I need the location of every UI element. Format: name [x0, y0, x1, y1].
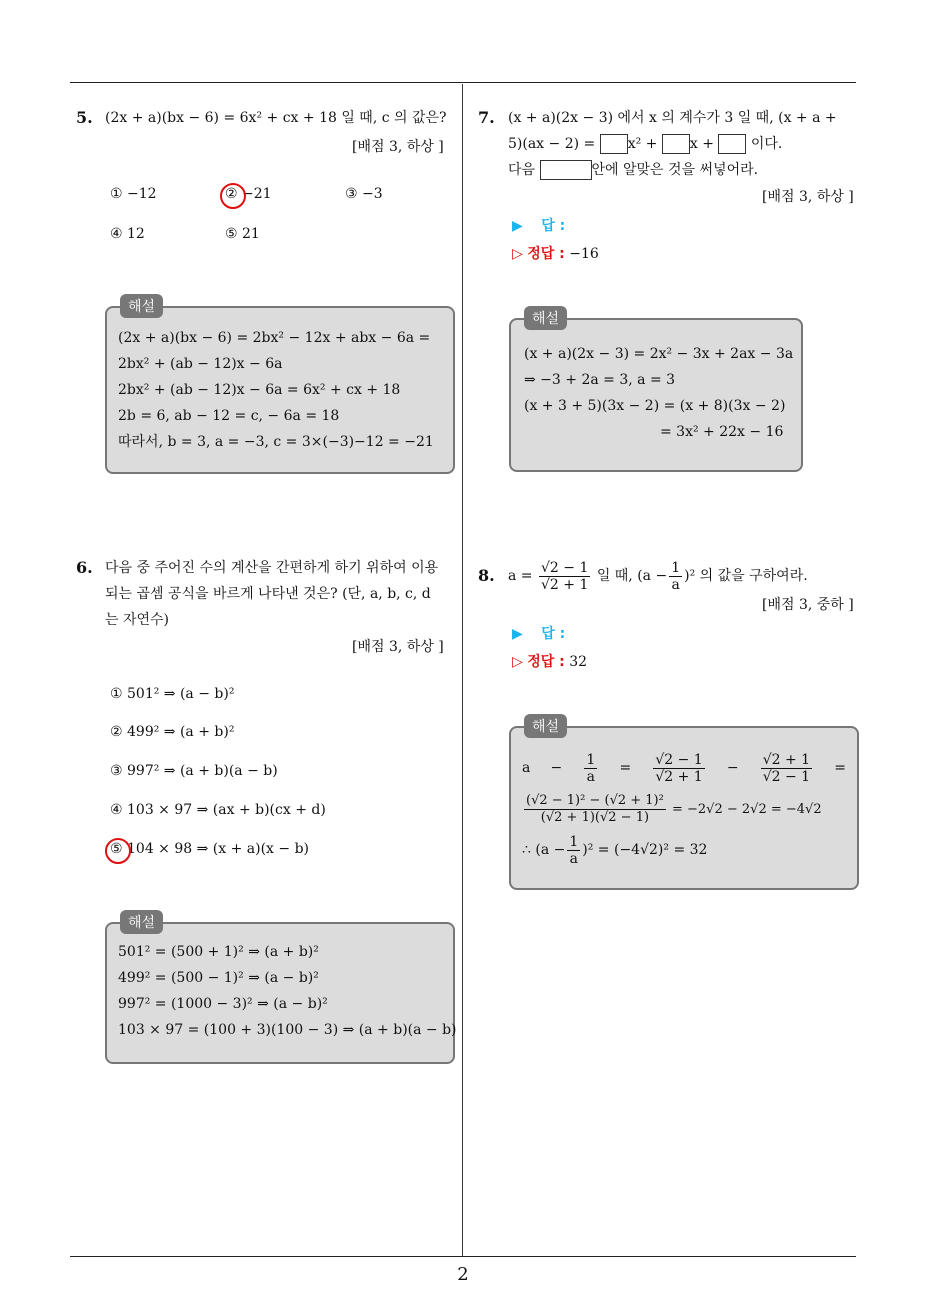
q5-meta: [배점 3, 하상 ] — [352, 139, 444, 155]
q6-number: 6. — [76, 558, 93, 577]
q7-explain-line: ⇒ −3 + 2a = 3, a = 3 — [524, 372, 676, 388]
q6-explain-line: 997² = (1000 − 3)² ⇒ (a − b)² — [118, 996, 328, 1012]
q5-explanation-tag: 해설 — [120, 294, 163, 318]
q6-explain-line: 501² = (500 + 1)² ⇒ (a + b)² — [118, 944, 319, 960]
q8-explain-fraction: $\frac{√2 - 1}{√2 + 1}$ — [655, 751, 703, 785]
q8-correct-value: 32 — [569, 654, 588, 670]
q8-stem-text: )² 의 값을 구하여라. — [684, 568, 808, 584]
q8-explain-term: − — [550, 760, 563, 776]
q7-stem-text: 다음 — [508, 162, 536, 178]
q7-stem-text: 5)(ax − 2) = — [508, 136, 596, 152]
q8-stem-fraction2: $\frac{1}{a}$ — [671, 559, 681, 593]
q8-explanation-tag: 해설 — [524, 714, 567, 738]
q7-stem-text: x² + — [627, 136, 658, 152]
q7-explain-line: = 3x² + 22x − 16 — [660, 424, 784, 440]
q6-explain-line: 103 × 97 = (100 + 3)(100 − 3) ⇒ (a + b)(a − b) — [118, 1022, 457, 1038]
q8-correct-label: 정답 : — [527, 654, 565, 670]
q5-answer-mark — [220, 183, 246, 209]
q8-meta: [배점 3, 중하 ] — [762, 597, 854, 613]
bottom-rule — [70, 1256, 856, 1257]
q6-choice-2[interactable]: ② 499² ⇒ (a + b)² — [110, 724, 235, 740]
q7-stem-text: 이다. — [750, 136, 783, 152]
q8-explain-term: − — [726, 760, 739, 776]
q7-correct-label: 정답 : — [527, 246, 565, 262]
q6-stem-line: 되는 곱셈 공식을 바르게 나타낸 것은? (단, a, b, c, d — [105, 586, 431, 602]
top-rule — [70, 82, 856, 83]
q5-stem: (2x + a)(bx − 6) = 6x² + cx + 18 일 때, c 의 값은? — [105, 110, 447, 126]
q7-blank-input[interactable] — [718, 134, 746, 154]
q8-explain-fraction: $\frac{√2 + 1}{√2 - 1}$ — [762, 751, 811, 785]
q6-stem-line: 는 자연수) — [105, 612, 170, 628]
q6-choice-5[interactable]: ⑤ 104 × 98 ⇒ (x + a)(x − b) — [110, 841, 310, 857]
q5-choice-2[interactable]: ② −21 — [225, 186, 272, 202]
q7-correct-row — [512, 244, 599, 264]
triangle-outline-icon: ▷ — [512, 654, 523, 670]
q7-explain-line: (x + 3 + 5)(3x − 2) = (x + 8)(3x − 2) — [524, 398, 786, 414]
q6-meta: [배점 3, 하상 ] — [352, 639, 444, 655]
q7-explanation-box — [509, 318, 803, 472]
q7-blank-input[interactable] — [662, 134, 690, 154]
play-icon: ▶ — [512, 626, 523, 642]
play-icon: ▶ — [512, 218, 523, 234]
q8-explain-line1 — [522, 750, 846, 786]
q7-answer-label: 답 : — [541, 218, 566, 234]
q7-stem-line2 — [508, 134, 782, 154]
q7-blank-placeholder — [540, 160, 592, 180]
q7-number: 7. — [478, 108, 495, 127]
q8-explain-term: = — [619, 760, 632, 776]
q6-choice-3[interactable]: ③ 997² ⇒ (a + b)(a − b) — [110, 763, 278, 779]
q8-answer-label: 답 : — [541, 626, 566, 642]
q6-answer-mark — [105, 838, 131, 864]
q8-answer-row[interactable] — [512, 624, 565, 644]
q8-explain-fraction: $\frac{\text{(√2 − 1)² − (√2 + 1)²}}{(√2 + 1)(√2 - 1)}$ — [526, 793, 664, 825]
q8-explain-term: = −2√2 − 2√2 = −4√2 — [671, 802, 822, 817]
q8-explain-term: )² = (−4√2)² = 32 — [582, 842, 708, 858]
q8-explain-fraction: $\frac{1}{a}$ — [569, 833, 579, 867]
q8-explain-term: ∴ (a − — [522, 842, 566, 858]
q5-explain-line: 2bx² + (ab − 12)x − 6a — [118, 356, 283, 372]
q8-stem — [508, 556, 808, 596]
q7-stem-text: x + — [689, 136, 714, 152]
page-number: 2 — [457, 1264, 469, 1285]
q7-meta: [배점 3, 하상 ] — [762, 189, 854, 205]
q5-explain-line: 2b = 6, ab − 12 = c, − 6a = 18 — [118, 408, 340, 424]
q6-stem-line: 다음 중 주어진 수의 계산을 간편하게 하기 위하여 이용 — [105, 560, 439, 576]
q7-stem-line3 — [508, 160, 758, 180]
q8-stem-fraction: $\frac{√2 - 1}{√2 + 1}$ — [540, 559, 589, 593]
q5-explain-line: (2x + a)(bx − 6) = 2bx² − 12x + abx − 6a = — [118, 330, 431, 346]
q7-stem-line1: (x + a)(2x − 3) 에서 x 의 계수가 3 일 때, (x + a + — [508, 110, 837, 126]
q6-explain-line: 499² = (500 − 1)² ⇒ (a − b)² — [118, 970, 319, 986]
q8-explain-term: = — [834, 760, 846, 776]
q6-choice-4[interactable]: ④ 103 × 97 ⇒ (ax + b)(cx + d) — [110, 802, 326, 818]
q7-stem-text: 안에 알맞은 것을 써넣어라. — [591, 162, 759, 178]
q7-explanation-tag: 해설 — [524, 306, 567, 330]
q8-explain-fraction: $\frac{1}{a}$ — [586, 751, 596, 785]
q8-stem-text: a = — [508, 568, 533, 584]
q7-blank-input[interactable] — [600, 134, 628, 154]
q5-choice-5[interactable]: ⑤ 21 — [225, 226, 260, 242]
q5-explain-line: 2bx² + (ab − 12)x − 6a = 6x² + cx + 18 — [118, 382, 401, 398]
q6-choice-1[interactable]: ① 501² ⇒ (a − b)² — [110, 686, 235, 702]
q8-explain-term: a — [522, 760, 531, 776]
q5-choice-3[interactable]: ③ −3 — [345, 186, 383, 202]
q7-correct-value: −16 — [569, 246, 599, 262]
q5-choice-1[interactable]: ① −12 — [110, 186, 157, 202]
q8-explain-line2 — [522, 792, 822, 828]
q5-number: 5. — [76, 108, 93, 127]
q8-stem-text: 일 때, (a − — [596, 568, 668, 584]
q7-answer-row[interactable] — [512, 216, 565, 236]
q5-explain-line: 따라서, b = 3, a = −3, c = 3×(−3)−12 = −21 — [118, 434, 434, 450]
q7-explain-line: (x + a)(2x − 3) = 2x² − 3x + 2ax − 3a — [524, 346, 794, 362]
q8-explain-line3 — [522, 832, 707, 868]
q6-explanation-tag: 해설 — [120, 910, 163, 934]
triangle-outline-icon: ▷ — [512, 246, 523, 262]
q8-correct-row — [512, 652, 587, 672]
q8-number: 8. — [478, 566, 495, 585]
column-divider — [462, 84, 463, 1256]
q5-choice-4[interactable]: ④ 12 — [110, 226, 145, 242]
